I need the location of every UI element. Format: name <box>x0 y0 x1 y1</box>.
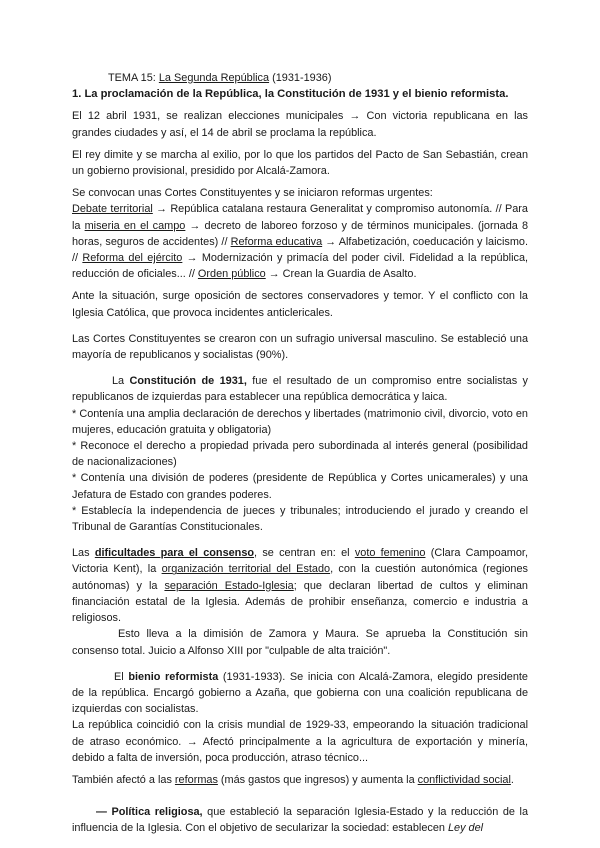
theme-dates: (1931-1936) <box>272 72 332 84</box>
paragraph-bienio: El bienio reformista (1931-1933). Se inicia con Alcalá-Zamora, elegido presidente de la república. Encargó gobierno a Azaña, que gobierna con una coalición republicana de izquierdas con socialistas. <box>72 670 528 716</box>
document-page <box>72 70 528 837</box>
paragraph-cortes-intro: Se convocan unas Cortes Constituyentes y se iniciaron reformas urgentes: <box>72 187 433 200</box>
theme-title <box>72 70 528 86</box>
constitution-term: Constitución de 1931, <box>129 375 247 388</box>
theme-name: La Segunda República <box>158 72 270 84</box>
constitution-bullet: * Reconoce el derecho a propiedad privada pero subordinada al interés general (posibilidad de nacionalizaciones) <box>72 440 528 469</box>
paragraph-difficulties: Las dificultades para el consenso, se centran en: el voto femenino (Clara Campoamor, Victoria Kent), la organización territorial del Estado, con la cuestión autonómica (regiones autónomas) y la separación Estado-Iglesia; que declaran libertad de cultos y eliminan financiación estatal de la Iglesia. Además de prohibir enseñanza, comercio e industria a religiosos. <box>72 547 528 625</box>
paragraph-opposition: Ante la situación, surge oposición de sectores conservadores y temor. Y el conflicto con la Iglesia Católica, que provoca incidentes anticlericales. <box>72 290 528 319</box>
paragraph-elections: El 12 abril 1931, se realizan elecciones municipales → Con victoria republicana en las grandes ciudades y así, el 14 de abril se proclama la república. <box>72 110 528 139</box>
paragraph-effects: También afectó a las reformas (más gastos que ingresos) y aumenta la conflictividad social. <box>72 773 514 786</box>
paragraph-exile: El rey dimite y se marcha al exilio, por lo que los partidos del Pacto de San Sebastián, crean un gobierno provisional, presidido por Alcalá-Zamora. <box>72 148 528 178</box>
reform-territorial: Debate territorial <box>72 203 153 216</box>
reform-ejercito: Reforma del ejército <box>82 252 183 265</box>
reform-campo: miseria en el campo <box>84 219 186 232</box>
paragraph-crisis: La república coincidió con la crisis mundial de 1929-33, empeorando la situación tradicional de atraso económico. → Afectó principalmente a la agricultura de exportación y minería, debido a falta de inversión, poca producción, atraso técnico... <box>72 719 528 764</box>
religion-term: — Política religiosa, <box>96 806 203 819</box>
bienio-term: bienio reformista <box>128 670 219 683</box>
paragraph-reforms: Debate territorial → República catalana restaura Generalitat y compromiso autonomía. // Para la miseria en el campo → decreto de laboreo forzoso y de términos municipales. (jornada 8 horas, seguros de accidentes) // Reforma educativa → Alfabetización, coeducación y laicismo. // Reforma del ejército → Modernización y primacía del poder civil. Fidelidad a la república, reducción de oficiales... // Orden público → Crean la Guardia de Asalto. <box>72 203 529 281</box>
constitution-bullet: * Contenía una división de poderes (presidente de República y Cortes unicamerales) y una Jefatura de Estado con grandes poderes. <box>72 472 528 501</box>
constitution-bullet: * Establecía la independencia de jueces y tribunales; introduciendo el jurado y creando el Tribunal de Garantías Constitucionales. <box>72 504 528 534</box>
paragraph-resignation: Esto lleva a la dimisión de Zamora y Maura. Se aprueba la Constitución sin consenso total. Juicio a Alfonso XIII por "culpable de alta traición". <box>72 628 528 657</box>
difficulties-term: dificultades para el consenso <box>94 547 255 560</box>
paragraph-religion: — Política religiosa, que estableció la separación Iglesia-Estado y la reducción de la influencia de la Iglesia. Con el objetivo de secularizar la sociedad: establecen Ley del <box>72 806 529 835</box>
paragraph-cortes-suffrage: Las Cortes Constituyentes se crearon con un sufragio universal masculino. Se estableció una mayoría de republicanos y socialistas (90%). <box>72 332 528 362</box>
reform-educativa: Reforma educativa <box>230 235 323 248</box>
constitution-bullet: * Contenía una amplia declaración de derechos y libertades (matrimonio civil, divorcio, voto en mujeres, educación gratuita y obligatoria) <box>72 407 528 436</box>
reform-orden-publico: Orden público <box>197 268 266 281</box>
section-heading: 1. La proclamación de la República, la Constitución de 1931 y el bienio reformista. <box>72 88 509 101</box>
theme-label: TEMA 15: <box>108 72 156 84</box>
paragraph-constitution: La Constitución de 1931, fue el resultado de un compromiso entre socialistas y republicanos de izquierdas para establecer una república democrática y laica. <box>72 375 528 404</box>
